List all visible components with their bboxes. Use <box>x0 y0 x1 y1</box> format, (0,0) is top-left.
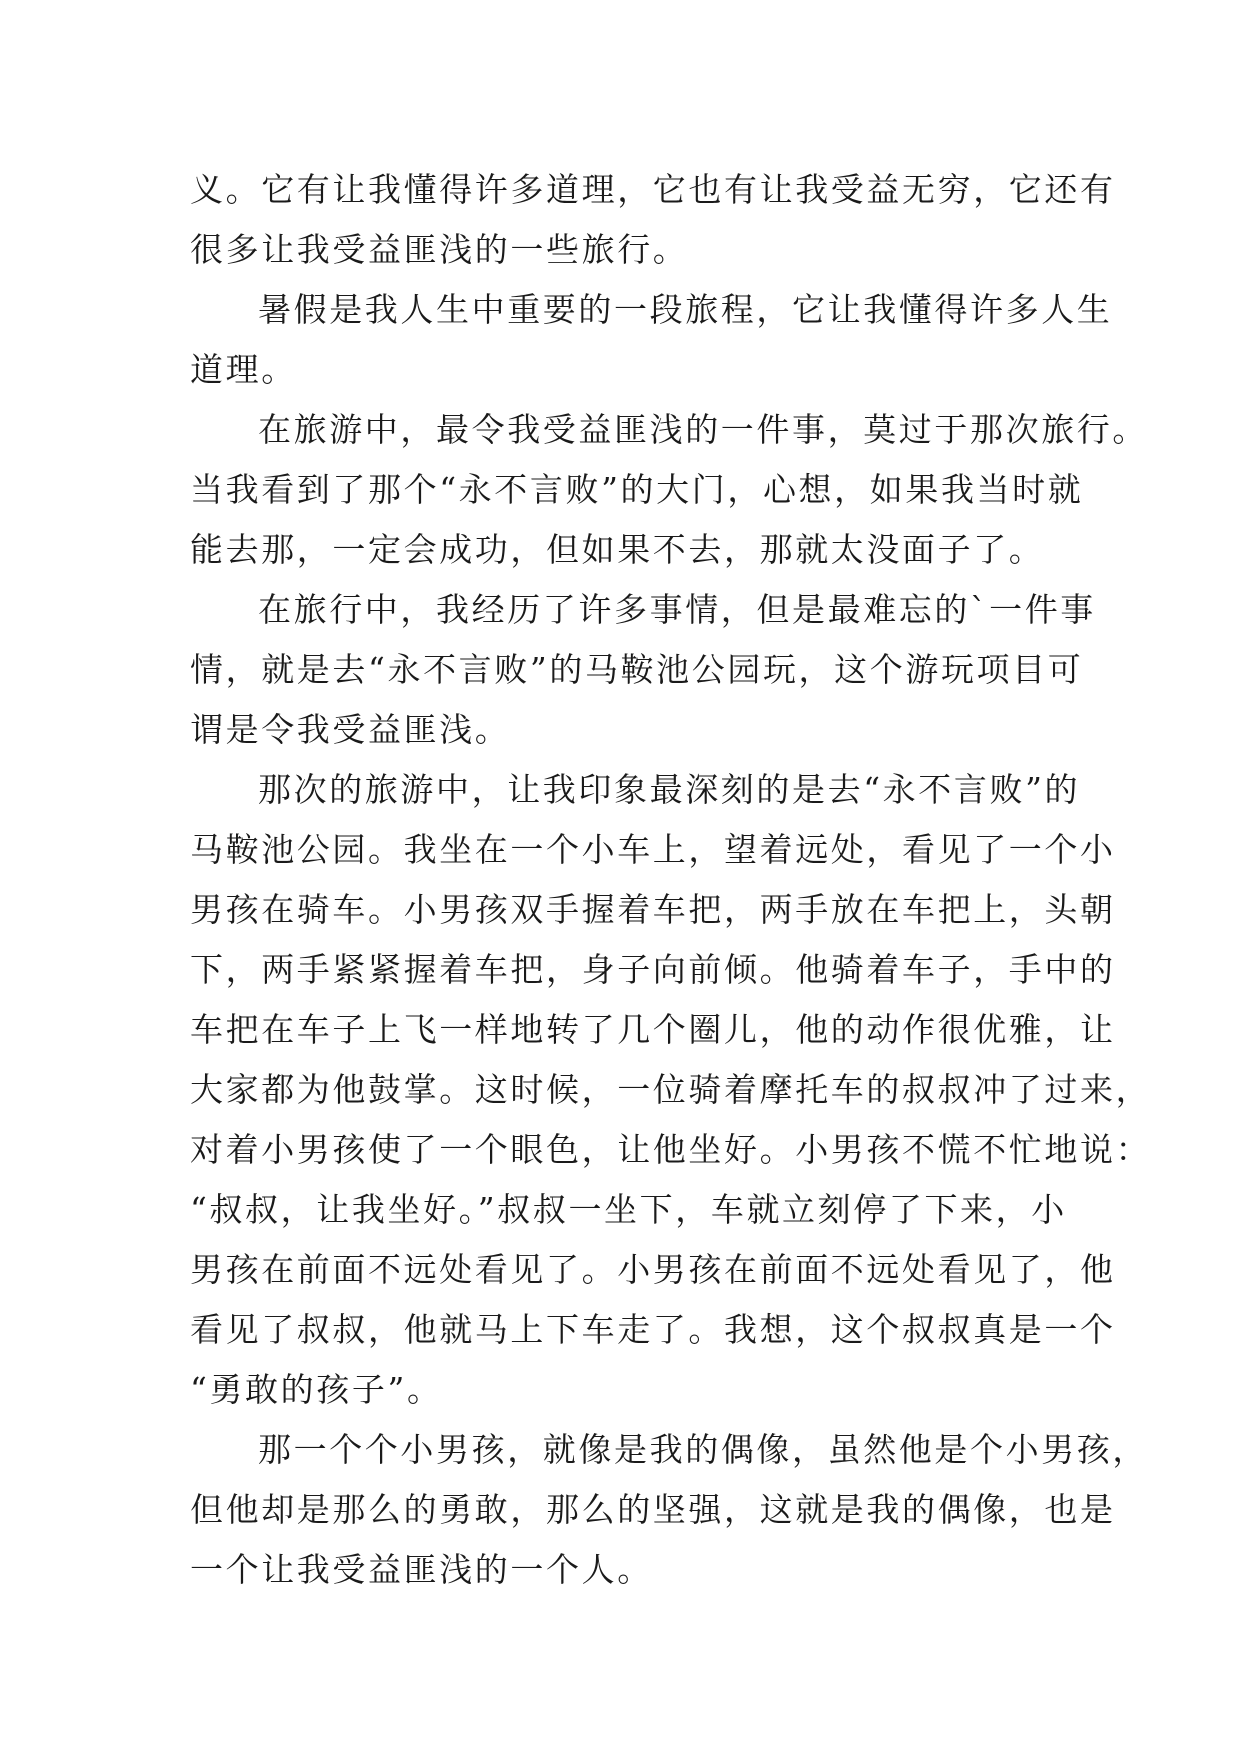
paragraph-line: 一个让我受益匪浅的一个人。 <box>190 1550 653 1589</box>
paragraph-5 <box>190 760 1152 1420</box>
paragraph-line: 在旅游中，最令我受益匪浅的一件事，莫过于那次旅行。 <box>258 410 1148 449</box>
document-body <box>190 160 1152 1600</box>
paragraph-line: 能去那，一定会成功，但如果不去，那就太没面子了。 <box>190 530 1045 569</box>
paragraph-line: 义。它有让我懂得许多道理，它也有让我受益无穷，它还有 <box>190 170 1116 209</box>
paragraph-line: 下，两手紧紧握着车把，身子向前倾。他骑着车子，手中的 <box>190 950 1116 989</box>
paragraph-line: 男孩在前面不远处看见了。小男孩在前面不远处看见了，他 <box>190 1250 1116 1289</box>
paragraph-line: 很多让我受益匪浅的一些旅行。 <box>190 230 689 269</box>
paragraph-line: 马鞍池公园。我坐在一个小车上，望着远处，看见了一个小 <box>190 830 1116 869</box>
paragraph-4 <box>190 580 1096 760</box>
paragraph-line: 看见了叔叔，他就马上下车走了。我想，这个叔叔真是一个 <box>190 1310 1116 1349</box>
paragraph-line: 在旅行中，我经历了许多事情，但是最难忘的`一件事 <box>258 590 1096 629</box>
paragraph-2 <box>190 280 1113 400</box>
paragraph-line: “叔叔，让我坐好。”叔叔一坐下，车就立刻停了下来，小 <box>190 1190 1067 1229</box>
paragraph-line: 大家都为他鼓掌。这时候，一位骑着摩托车的叔叔冲了过来， <box>190 1070 1152 1109</box>
paragraph-line: 谓是令我受益匪浅。 <box>190 710 511 749</box>
paragraph-line: 对着小男孩使了一个眼色，让他坐好。小男孩不慌不忙地说： <box>190 1130 1152 1169</box>
paragraph-line: “勇敢的孩子”。 <box>190 1370 443 1409</box>
paragraph-line: 当我看到了那个“永不言败”的大门，心想，如果我当时就 <box>190 470 1084 509</box>
paragraph-line: 情，就是去“永不言败”的马鞍池公园玩，这个游玩项目可 <box>190 650 1084 689</box>
paragraph-line: 暑假是我人生中重要的一段旅程，它让我懂得许多人生 <box>258 290 1113 329</box>
paragraph-line: 车把在车子上飞一样地转了几个圈儿，他的动作很优雅，让 <box>190 1010 1116 1049</box>
paragraph-line: 男孩在骑车。小男孩双手握着车把，两手放在车把上，头朝 <box>190 890 1116 929</box>
paragraph-line: 那次的旅游中，让我印象最深刻的是去“永不言败”的 <box>258 770 1081 809</box>
paragraph-line: 那一个个小男孩，就像是我的偶像，虽然他是个小男孩， <box>258 1430 1148 1469</box>
paragraph-line: 道理。 <box>190 350 297 389</box>
paragraph-line: 但他却是那么的勇敢，那么的坚强，这就是我的偶像，也是 <box>190 1490 1116 1529</box>
paragraph-3 <box>190 400 1148 580</box>
paragraph-6 <box>190 1420 1148 1600</box>
paragraph-1 <box>190 160 1116 280</box>
